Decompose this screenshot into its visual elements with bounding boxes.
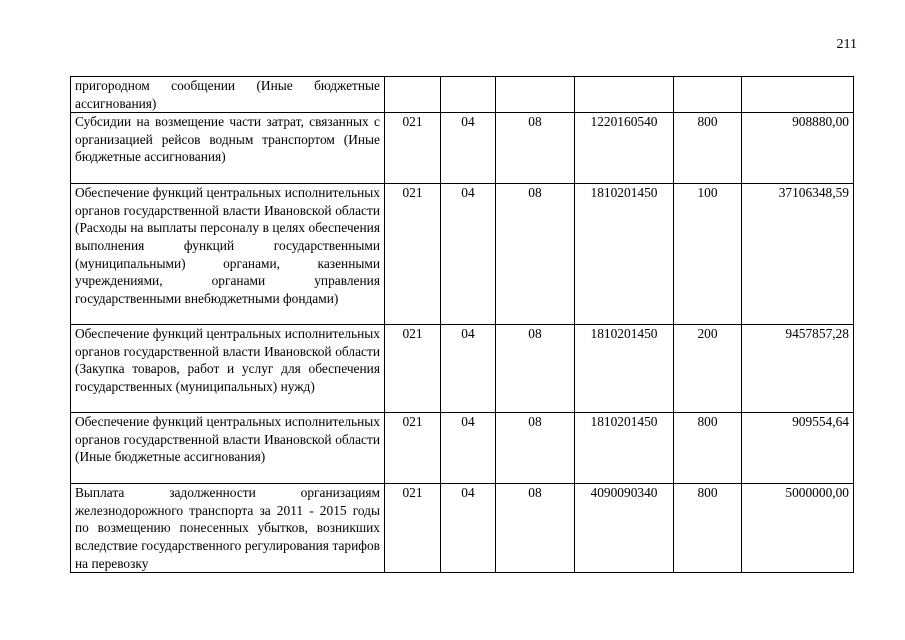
row-amount: 909554,64 [742, 413, 854, 484]
row-section-code [441, 77, 496, 113]
row-name: пригородном сообщении (Иные бюджетные ассигнования) [71, 77, 385, 113]
row-expense-type: 800 [674, 413, 742, 484]
row-amount [742, 77, 854, 113]
table-row [71, 113, 854, 184]
table-row [71, 413, 854, 484]
row-name: Обеспечение функций центральных исполнительных органов государственной власти Ивановской области (Расходы на выплаты персоналу в целях обеспечения выполнения функций государственными (муниципальными) органами, казенными учреждениями, органами управления государственными внебюджетными фондами) [71, 184, 385, 325]
budget-table [70, 76, 854, 573]
row-ministry-code [385, 77, 441, 113]
row-subsection-code: 08 [496, 113, 575, 184]
row-amount: 908880,00 [742, 113, 854, 184]
row-target-code: 4090090340 [575, 484, 674, 573]
row-expense-type: 800 [674, 113, 742, 184]
row-amount: 37106348,59 [742, 184, 854, 325]
row-section-code: 04 [441, 484, 496, 573]
row-ministry-code: 021 [385, 184, 441, 325]
row-subsection-code: 08 [496, 413, 575, 484]
row-ministry-code: 021 [385, 325, 441, 413]
row-target-code: 1810201450 [575, 413, 674, 484]
row-target-code: 1810201450 [575, 184, 674, 325]
row-target-code: 1220160540 [575, 113, 674, 184]
row-name: Выплата задолженности организациям железнодорожного транспорта за 2011 - 2015 годы по возмещению понесенных убытков, возникших вследствие государственного регулирования тарифов на перевозку [71, 484, 385, 573]
row-expense-type: 800 [674, 484, 742, 573]
row-section-code: 04 [441, 325, 496, 413]
row-expense-type: 200 [674, 325, 742, 413]
row-subsection-code [496, 77, 575, 113]
row-section-code: 04 [441, 413, 496, 484]
row-subsection-code: 08 [496, 184, 575, 325]
row-subsection-code: 08 [496, 325, 575, 413]
row-ministry-code: 021 [385, 113, 441, 184]
table-row [71, 77, 854, 113]
row-expense-type: 100 [674, 184, 742, 325]
row-target-code [575, 77, 674, 113]
row-ministry-code: 021 [385, 484, 441, 573]
table-row [71, 325, 854, 413]
row-target-code: 1810201450 [575, 325, 674, 413]
row-amount: 9457857,28 [742, 325, 854, 413]
table-row [71, 484, 854, 573]
row-ministry-code: 021 [385, 413, 441, 484]
row-section-code: 04 [441, 184, 496, 325]
row-subsection-code: 08 [496, 484, 575, 573]
table-row [71, 184, 854, 325]
page-number: 211 [836, 37, 857, 52]
row-name: Обеспечение функций центральных исполнительных органов государственной власти Ивановской области (Иные бюджетные ассигнования) [71, 413, 385, 484]
row-section-code: 04 [441, 113, 496, 184]
row-amount: 5000000,00 [742, 484, 854, 573]
row-expense-type [674, 77, 742, 113]
row-name: Субсидии на возмещение части затрат, связанных с организацией рейсов водным транспортом (Иные бюджетные ассигнования) [71, 113, 385, 184]
row-name: Обеспечение функций центральных исполнительных органов государственной власти Ивановской области (Закупка товаров, работ и услуг для обеспечения государственных (муниципальных) нужд) [71, 325, 385, 413]
